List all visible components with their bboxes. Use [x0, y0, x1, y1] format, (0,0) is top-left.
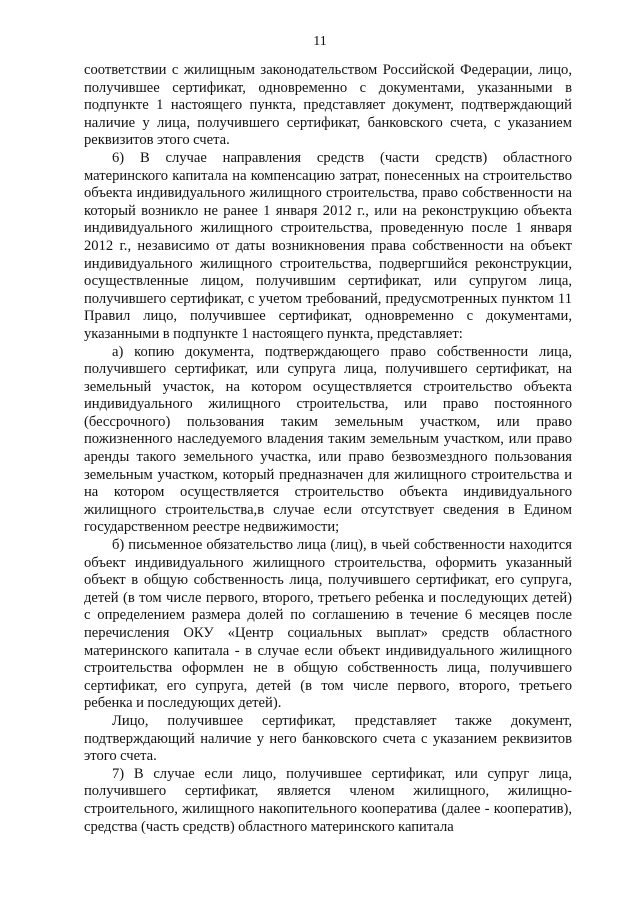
paragraph-bank-account: Лицо, получившее сертификат, представляет также документ, подтверждающий наличие у него банковского счета с указанием реквизитов этого счета. [84, 712, 572, 765]
paragraph-item-7: 7) В случае если лицо, получившее сертификат, или супруг лица, получившего сертификат, является членом жилищного, жилищно-строительного, жилищного накопительного кооператива (далее - кооператив), средства (часть средств) областного материнского капитала [84, 765, 572, 835]
paragraph-continuation: соответствии с жилищным законодательством Российской Федерации, лицо, получившее сертификат, одновременно с документами, указанными в подпункте 1 настоящего пункта, представляет документ, подтверждающий наличие у лица, получившего сертификат, банковского счета, с указанием реквизитов этого счета. [84, 62, 572, 149]
paragraph-subitem-a: а) копию документа, подтверждающего право собственности лица, получившего сертификат, или супруга лица, получившего сертификат, на земельный участок, на котором осуществляется строительство объекта индивидуального жилищного строительства, или право постоянного (бессрочного) пользования таким земельным участком, или право пожизненного наследуемого владения таким земельным участком, или право аренды такого земельного участка, или право безвозмездного пользования земельным участком, который предназначен для жилищного строительства и на котором осуществляется строительство объекта индивидуального жилищного строительства,в случае если отсутствует сведения в Едином государственном реестре недвижимости; [84, 343, 572, 536]
document-body [84, 62, 572, 836]
page-number: 11 [313, 34, 327, 49]
paragraph-item-6: 6) В случае направления средств (части средств) областного материнского капитала на компенсацию затрат, понесенных на строительство объекта индивидуального жилищного строительства, право собственности на который возникло не ранее 1 января 2012 г., или на реконструкцию объекта индивидуального жилищного строительства, проведенную после 1 января 2012 г., независимо от даты возникновения права собственности на объект индивидуального жилищного строительства, подвергшийся реконструкции, осуществленные лицом, получившим сертификат, или супругом лица, получившего сертификат, с учетом требований, предусмотренных пунктом 11 Правил лицо, получившее сертификат, одновременно с документами, указанными в подпункте 1 настоящего пункта, представляет: [84, 149, 572, 342]
paragraph-subitem-b: б) письменное обязательство лица (лиц), в чьей собственности находится объект индивидуального жилищного строительства, оформить указанный объект в общую собственность лица, получившего сертификат, его супруга, детей (в том числе первого, второго, третьего ребенка и последующих детей) с определением размера долей по соглашению в течение 6 месяцев после перечисления ОКУ «Центр социальных выплат» средств областного материнского капитала - в случае если объект индивидуального жилищного строительства оформлен не в общую собственность лица, получившего сертификат, его супруга, детей (в том числе первого, второго, третьего ребенка и последующих детей). [84, 537, 572, 712]
